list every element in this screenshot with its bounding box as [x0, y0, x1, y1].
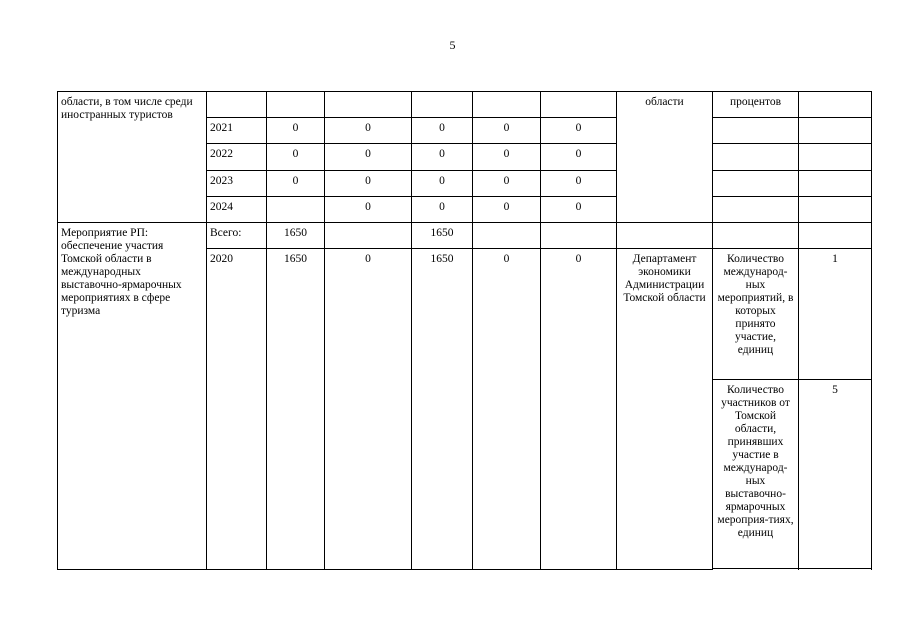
year-cell: 2024	[207, 196, 267, 222]
value-cell: 0	[325, 144, 412, 170]
indicator-value-cell	[799, 144, 872, 170]
indicator-value-cell	[799, 196, 872, 222]
value-cell	[325, 223, 412, 249]
value-cell: 0	[412, 170, 473, 196]
value-cell: 0	[473, 118, 541, 144]
indicator-value-cell	[799, 118, 872, 144]
value-cell	[267, 196, 325, 222]
indicator-cell: Количество международ-ных мероприятий, в которых принято участие, единиц	[713, 249, 799, 380]
value-cell: 0	[473, 144, 541, 170]
year-cell: 2021	[207, 118, 267, 144]
value-cell: 0	[267, 118, 325, 144]
value-cell: 0	[473, 196, 541, 222]
indicator-cell	[713, 568, 799, 569]
table-row	[58, 92, 872, 118]
value-cell: 0	[325, 170, 412, 196]
value-cell	[412, 92, 473, 118]
value-cell: 1650	[412, 223, 473, 249]
description-cell: области, в том числе среди иностранных туристов	[58, 92, 207, 223]
value-cell: 0	[325, 196, 412, 222]
value-cell	[473, 223, 541, 249]
indicator-value-cell	[799, 92, 872, 118]
indicator-cell: Количество участников от Томской области, принявших участие в международ-ных выставочно-ярмарочных мероприя-тиях, единиц	[713, 380, 799, 569]
value-cell	[473, 92, 541, 118]
indicator-value-cell: 1	[799, 249, 872, 380]
value-cell	[325, 92, 412, 118]
value-cell: 0	[473, 249, 541, 570]
value-cell: 0	[541, 170, 617, 196]
indicator-value-cell	[799, 170, 872, 196]
indicator-value-cell	[799, 223, 872, 249]
page-number: 5	[449, 38, 456, 52]
value-cell: 0	[412, 196, 473, 222]
indicator-value-cell	[799, 568, 872, 569]
indicator-cell	[713, 223, 799, 249]
year-cell: 2022	[207, 144, 267, 170]
year-cell: 2020	[207, 249, 267, 570]
value-cell: 1650	[412, 249, 473, 570]
value-cell: 0	[541, 196, 617, 222]
year-cell	[207, 92, 267, 118]
total-label-cell: Всего:	[207, 223, 267, 249]
value-cell: 0	[541, 144, 617, 170]
value-cell: 0	[541, 249, 617, 570]
description-cell: Мероприятие РП: обеспечение участия Томской области в международных выставочно-ярмарочных мероприятиях в сфере туризма	[58, 223, 207, 570]
year-cell: 2023	[207, 170, 267, 196]
value-cell: 0	[412, 144, 473, 170]
responsible-cell: области	[617, 92, 713, 223]
program-table	[57, 91, 872, 570]
responsible-cell	[617, 223, 713, 249]
value-cell: 0	[267, 170, 325, 196]
indicator-value-cell: 5	[799, 380, 872, 569]
value-cell: 1650	[267, 249, 325, 570]
indicator-cell	[713, 118, 799, 144]
value-cell: 0	[473, 170, 541, 196]
value-cell	[541, 92, 617, 118]
value-cell: 0	[412, 118, 473, 144]
indicator-cell: процентов	[713, 92, 799, 118]
value-cell	[267, 92, 325, 118]
indicator-cell	[713, 196, 799, 222]
value-cell: 0	[541, 118, 617, 144]
indicator-cell	[713, 170, 799, 196]
table-row	[58, 223, 872, 249]
responsible-cell: Департамент экономики Администрации Томской области	[617, 249, 713, 570]
value-cell: 0	[325, 249, 412, 570]
value-cell	[541, 223, 617, 249]
indicator-cell	[713, 144, 799, 170]
value-cell: 0	[267, 144, 325, 170]
value-cell: 0	[325, 118, 412, 144]
value-cell: 1650	[267, 223, 325, 249]
